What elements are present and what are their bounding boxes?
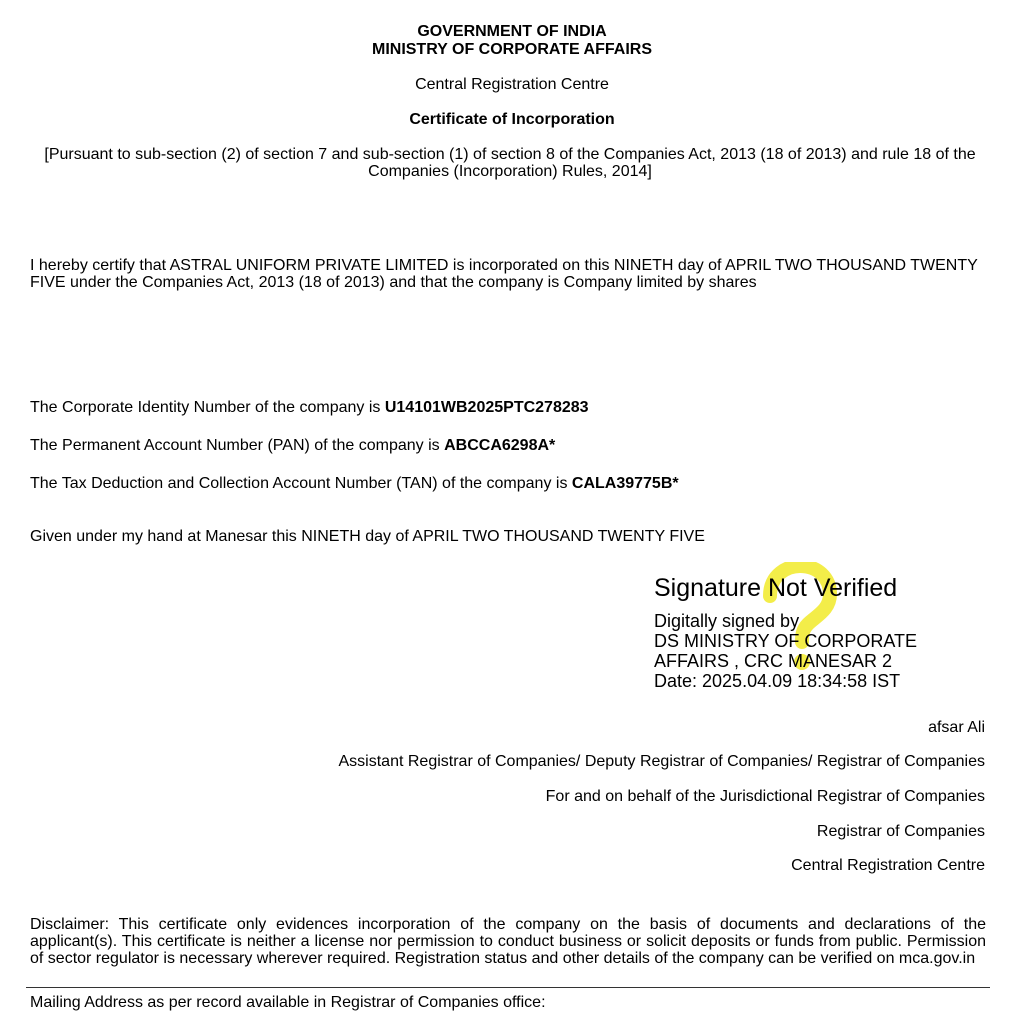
tan-value: CALA39775B*	[571, 475, 679, 492]
government-heading: GOVERNMENT OF INDIA	[417, 23, 607, 40]
signatory-name: afsar Ali	[928, 719, 985, 736]
ministry-heading: MINISTRY OF CORPORATE AFFAIRS	[371, 41, 652, 58]
disclaimer-text: Disclaimer: This certificate only evidences incorporation of the company on the basis of documents and declarations of the applicant(s). This certificate is neither a license nor permission to conduct business or solicit deposits or funds from public. Permission of sector regulator is necessary wherever required. Registration status and other details of the company can be verified on	[30, 916, 986, 967]
divider	[26, 987, 990, 988]
signature-date: Date: 2025.04.09 18:34:58 IST	[654, 671, 901, 691]
registration-centre: Central Registration Centre	[415, 76, 609, 93]
pan-value: ABCCA6298A*	[444, 437, 556, 454]
signature-details	[654, 611, 994, 691]
mailing-address-label: Mailing Address as per record available in Registrar of Companies office:	[30, 994, 546, 1011]
disclaimer	[30, 916, 986, 967]
signature-status: Signature Not Verified	[654, 574, 898, 602]
cin-line	[30, 399, 990, 416]
pursuant-clause: [Pursuant to sub-section (2) of section 7 and sub-section (1) of section 8 of the Companies Act, 2013 (18 of 2013) and rule 18 of the Companies (Incorporation) Rules, 2014]	[44, 146, 976, 180]
tan-line	[30, 475, 990, 492]
certificate-title: Certificate of Incorporation	[409, 111, 615, 128]
pan-label: The Permanent Account Number (PAN) of the company is	[30, 437, 445, 454]
tan-label: The Tax Deduction and Collection Account Number (TAN) of the company is	[30, 475, 572, 492]
pan-line	[30, 437, 990, 454]
signature-line: DS MINISTRY OF CORPORATE	[654, 631, 918, 651]
given-statement: Given under my hand at Manesar this NINETH day of APRIL TWO THOUSAND TWENTY FIVE	[30, 528, 705, 545]
cin-label: The Corporate Identity Number of the company is	[30, 399, 385, 416]
mca-link[interactable]: mca.gov.in	[898, 950, 976, 967]
signatory-centre: Central Registration Centre	[791, 857, 985, 874]
signature-line: Digitally signed by	[654, 611, 800, 631]
signatory-role: Assistant Registrar of Companies/ Deputy Registrar of Companies/ Registrar of Companies	[338, 753, 985, 770]
signature-line: AFFAIRS , CRC MANESAR 2	[654, 651, 893, 671]
cin-value: U14101WB2025PTC278283	[384, 399, 589, 416]
signatory-office: Registrar of Companies	[816, 823, 985, 840]
signatory-behalf: For and on behalf of the Jurisdictional Registrar of Companies	[545, 788, 985, 805]
certification-statement: I hereby certify that ASTRAL UNIFORM PRIVATE LIMITED is incorporated on this NINETH day of APRIL TWO THOUSAND TWENTY FIVE under the Companies Act, 2013 (18 of 2013) and that the company is Company limited by shares	[30, 257, 978, 291]
